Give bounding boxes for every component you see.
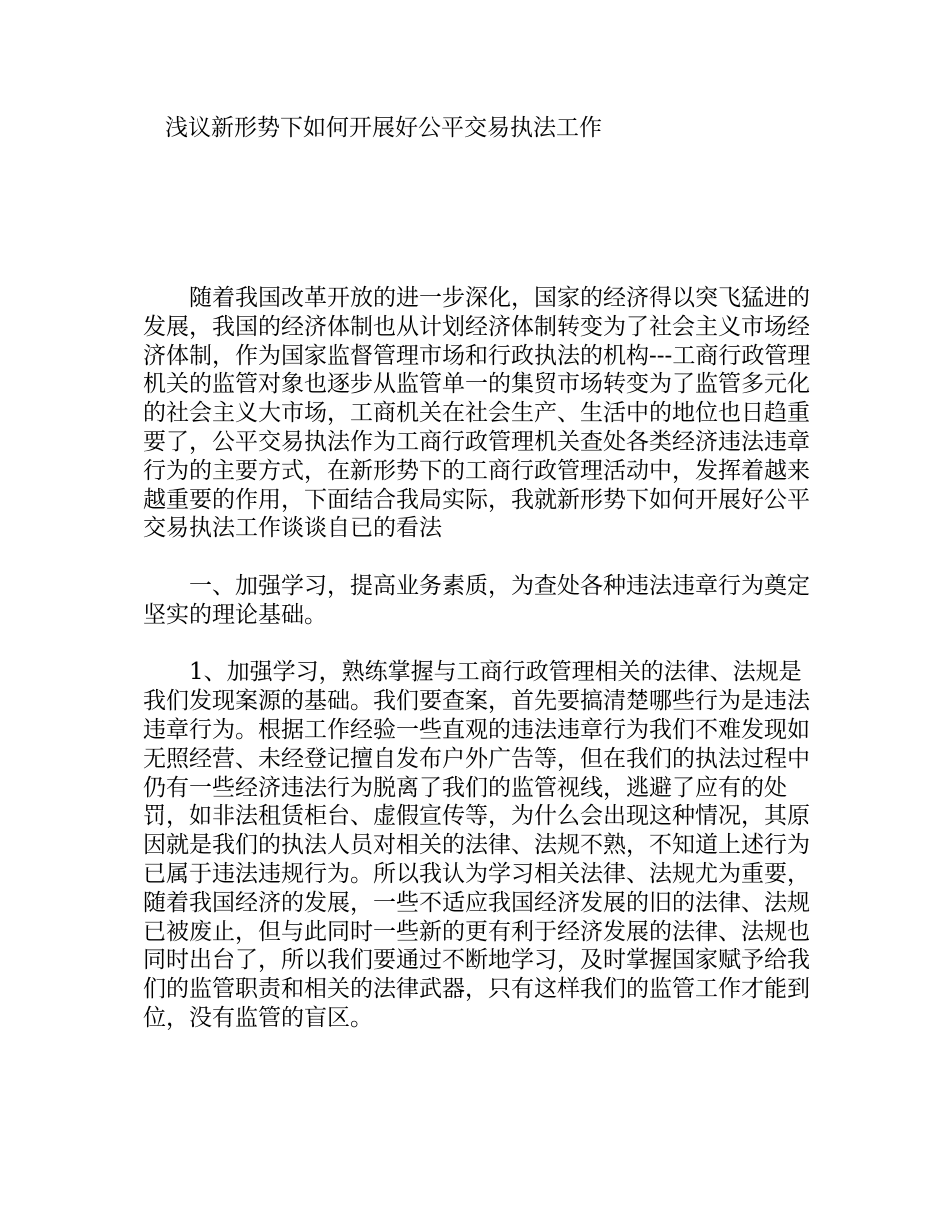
intro-paragraph: 随着我国改革开放的进一步深化，国家的经济得以突飞猛进的发展，我国的经济体制也从计划经济体制转变为了社会主义市场经济体制，作为国家监督管理市场和行政执法的机构---工商行政管理机关的监管对象也逐步从监管单一的集贸市场转变为了监管多元化的社会主义大市场，工商机关在社会生产、生活中的地位也日趋重要了，公平交易执法作为工商行政管理机关查处各类经济违法违章行为的主要方式，在新形势下的工商行政管理活动中，发挥着越来越重要的作用，下面结合我局实际，我就新形势下如何开展好公平交易执法工作谈谈自已的看法 xyxy=(143,285,811,542)
document-body xyxy=(143,284,813,1033)
document-title: 浅议新形势下如何开展好公平交易执法工作 xyxy=(165,115,602,141)
section-1-paragraph: 1、加强学习，熟练掌握与工商行政管理相关的法律、法规是我们发现案源的基础。我们要查案，首先要搞清楚哪些行为是违法违章行为。根据工作经验一些直观的违法违章行为我们不难发现如无照经营、未经登记擅自发布户外广告等，但在我们的执法过程中仍有一些经济违法行为脱离了我们的监管视线，逃避了应有的处罚，如非法租赁柜台、虚假宣传等，为什么会出现这种情况，其原因就是我们的执法人员对相关的法律、法规不熟，不知道上述行为已属于违法违规行为。所以我认为学习相关法律、法规尤为重要，随着我国经济的发展，一些不适应我国经济发展的旧的法律、法规已被废止，但与此同时一些新的更有利于经济发展的法律、法规也同时出台了，所以我们要通过不断地学习，及时掌握国家赋予给我们的监管职责和相关的法律武器，只有这样我们的监管工作才能到位，没有监管的盲区。 xyxy=(143,659,810,1031)
section-heading-paragraph: 一、加强学习，提高业务素质，为查处各种违法违章行为奠定坚实的理论基础。 xyxy=(143,572,810,628)
